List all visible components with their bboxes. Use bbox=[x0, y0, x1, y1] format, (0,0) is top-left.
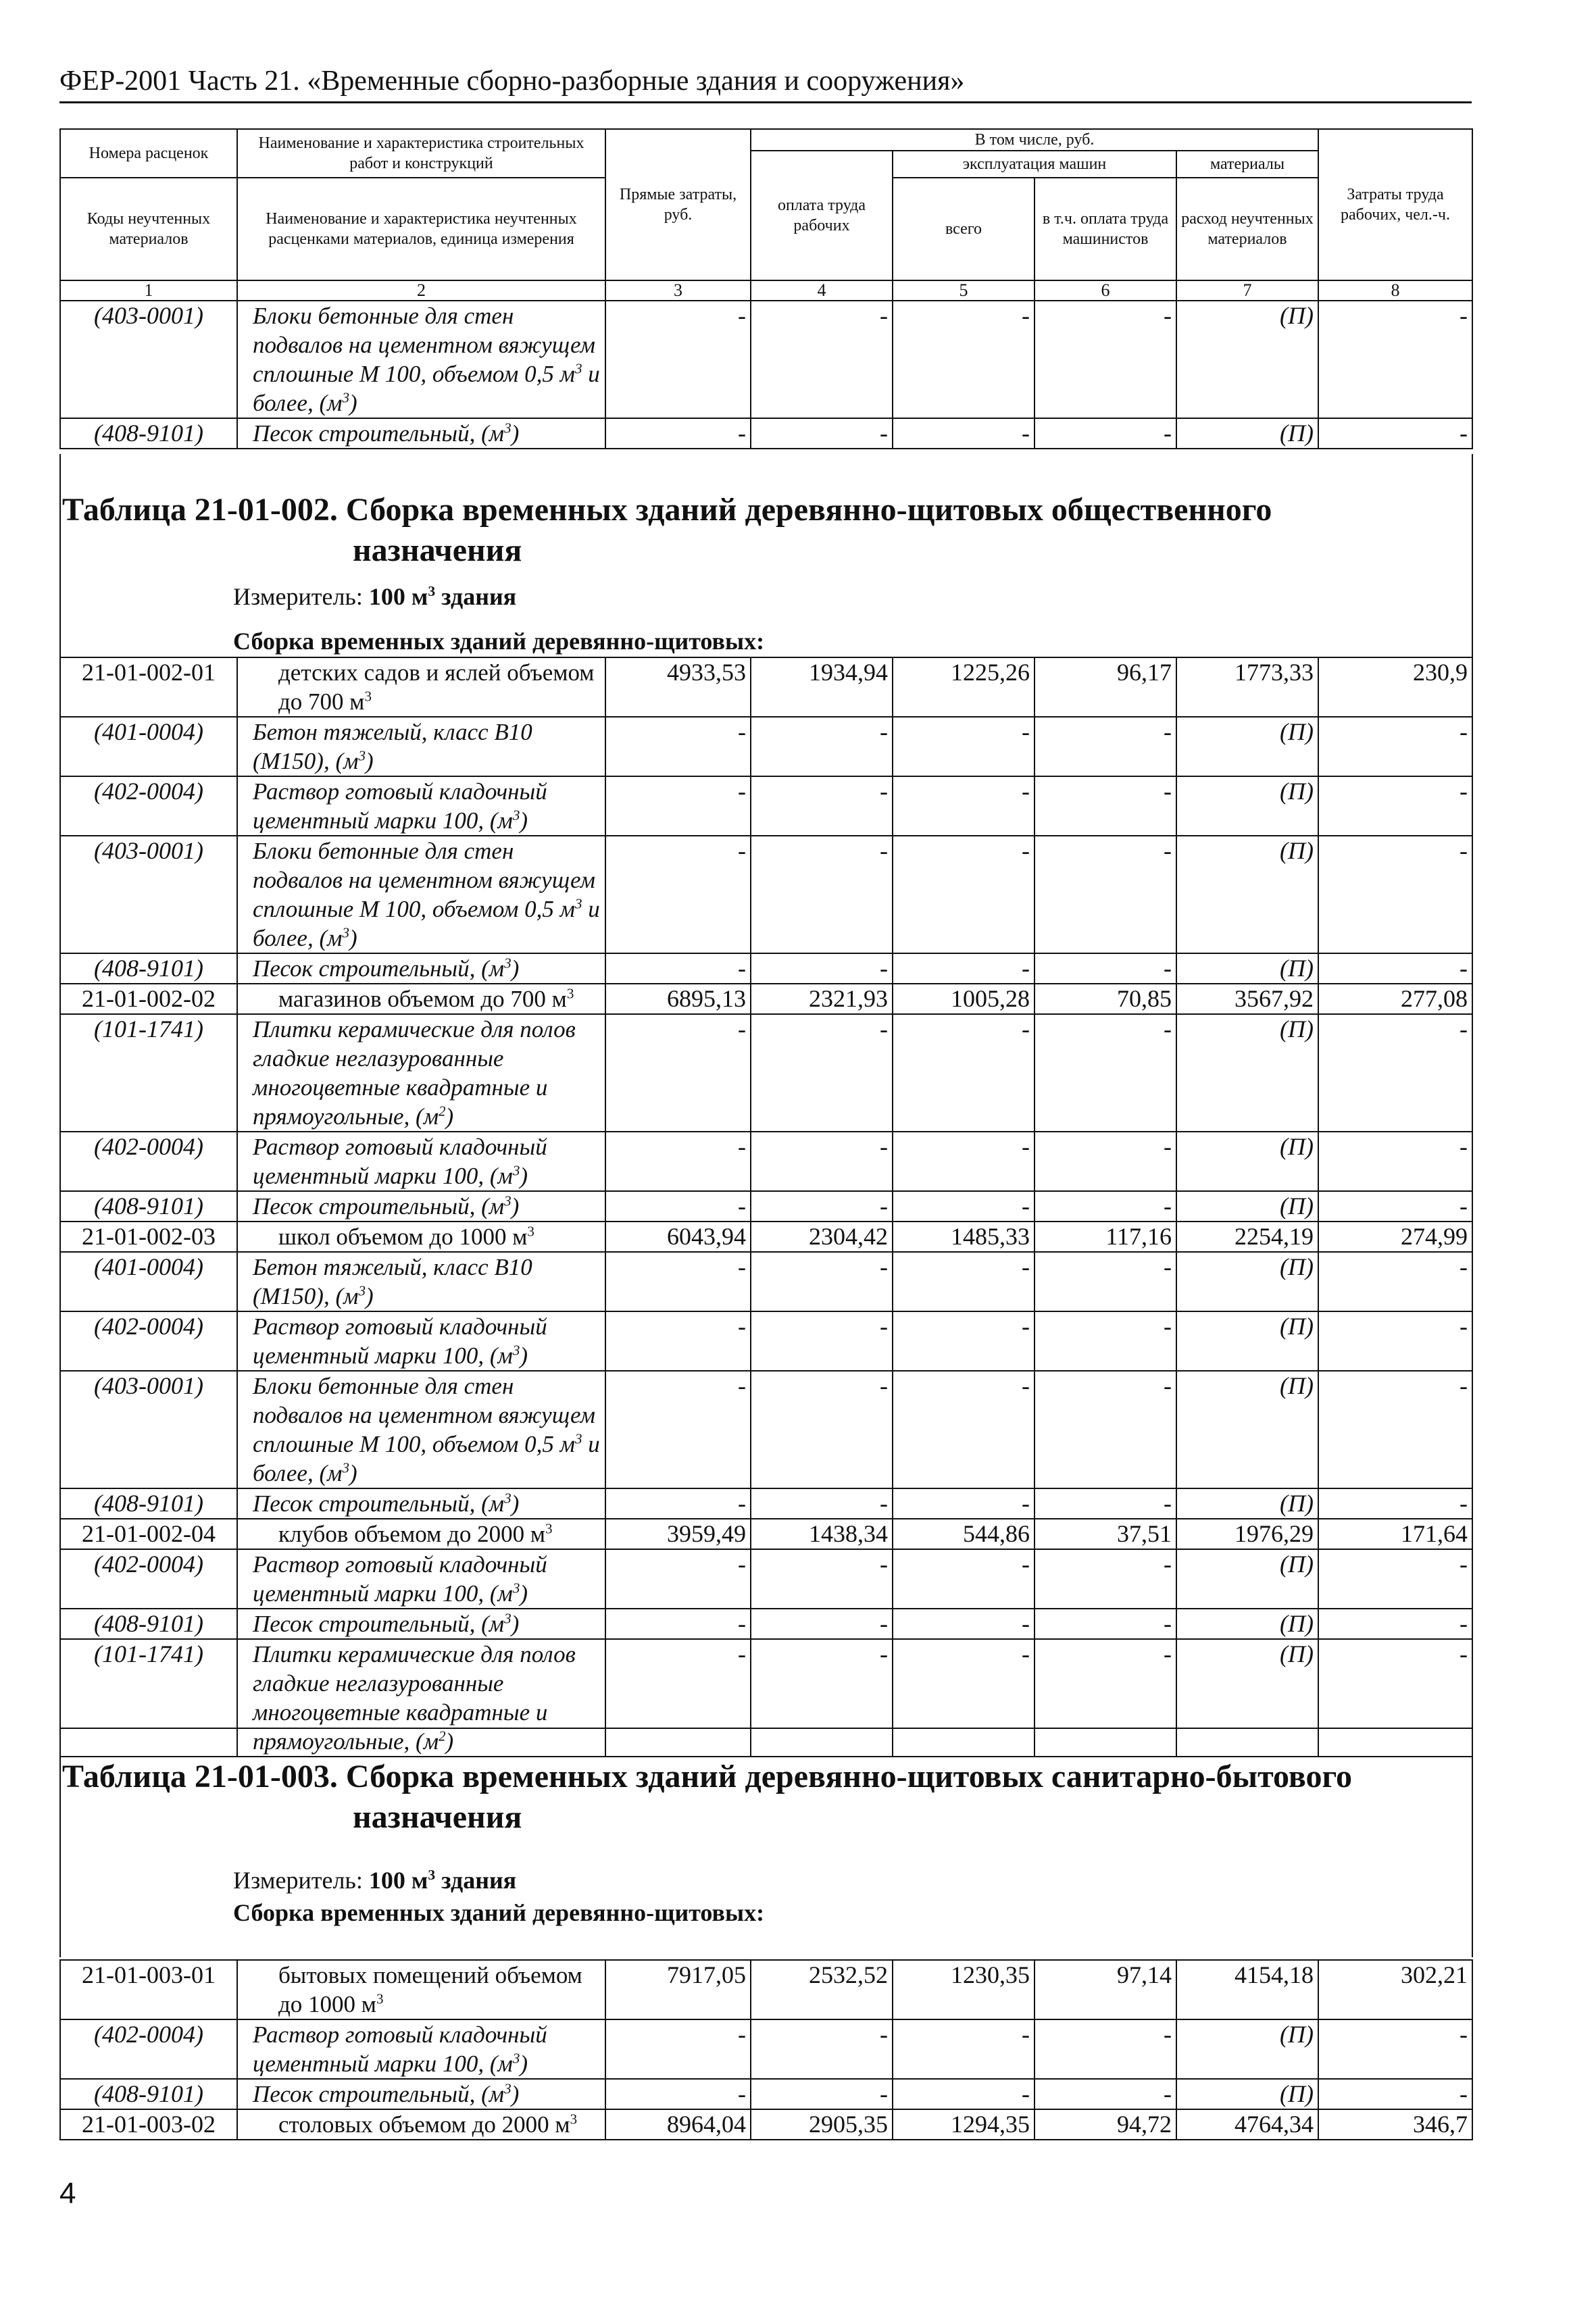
rate-name: столовых объемом до 2000 $м^3$ bbox=[237, 2109, 605, 2140]
labor-hours-value: - bbox=[1318, 301, 1472, 418]
labor-hours-value: - bbox=[1318, 953, 1472, 984]
material-name: Плитки керамические для полов гладкие неглазурованные многоцветные квадратные и прямоугольные, $(м^2)$ bbox=[237, 1014, 605, 1132]
labor-hours-value: - bbox=[1318, 1488, 1472, 1519]
col-header-machine-total: всего bbox=[893, 178, 1034, 280]
material-name: Бетон тяжелый, класс В10 (М150), $(м^3)$ bbox=[237, 717, 605, 776]
table-003-group-title: Сборка временных зданий деревянно-щитовых: bbox=[233, 1899, 765, 1926]
material-code: (403-0001) bbox=[60, 1371, 237, 1488]
rate-code: 21-01-002-02 bbox=[60, 984, 237, 1014]
column-number: 8 bbox=[1318, 280, 1472, 301]
direct-cost-value: - bbox=[605, 418, 751, 449]
worker-pay-value: 1438,34 bbox=[751, 1519, 893, 1549]
material-name: Песок строительный, $(м^3)$ bbox=[237, 953, 605, 984]
material-use-value: (П) bbox=[1176, 1488, 1318, 1519]
worker-pay-value: - bbox=[751, 2019, 893, 2079]
direct-cost-value: - bbox=[605, 301, 751, 418]
operator-pay-value: - bbox=[1034, 2079, 1176, 2109]
machine-total-value: 544,86 bbox=[893, 1519, 1034, 1549]
operator-pay-value: - bbox=[1034, 953, 1176, 984]
material-use-value: (П) bbox=[1176, 1609, 1318, 1639]
machine-total-value: - bbox=[893, 1609, 1034, 1639]
rate-code: 21-01-002-03 bbox=[60, 1222, 237, 1252]
labor-hours-value: - bbox=[1318, 776, 1472, 836]
worker-pay-value: - bbox=[751, 953, 893, 984]
material-use-value: (П) bbox=[1176, 301, 1318, 418]
rate-code: 21-01-003-02 bbox=[60, 2109, 237, 2140]
rate-code: 21-01-002-01 bbox=[60, 657, 237, 717]
machine-total-value: - bbox=[893, 1371, 1034, 1488]
col-header-machine-operation: эксплуатация машин bbox=[893, 151, 1176, 178]
material-use-value: 1976,29 bbox=[1176, 1519, 1318, 1549]
worker-pay-value: 2532,52 bbox=[751, 1960, 893, 2019]
col-header-materials: материалы bbox=[1176, 151, 1318, 178]
material-code: (408-9101) bbox=[60, 418, 237, 449]
column-number: 1 bbox=[60, 280, 237, 301]
rate-name: магазинов объемом до 700 $м^3$ bbox=[237, 984, 605, 1014]
operator-pay-value: - bbox=[1034, 1252, 1176, 1311]
operator-pay-value: - bbox=[1034, 1132, 1176, 1191]
column-number: 7 bbox=[1176, 280, 1318, 301]
direct-cost-value: 8964,04 bbox=[605, 2109, 751, 2140]
labor-hours-value: 274,99 bbox=[1318, 1222, 1472, 1252]
material-use-value: 4764,34 bbox=[1176, 2109, 1318, 2140]
material-code: (408-9101) bbox=[60, 953, 237, 984]
column-number: 5 bbox=[893, 280, 1034, 301]
machine-total-value: - bbox=[893, 836, 1034, 953]
direct-cost-value: - bbox=[605, 1311, 751, 1371]
machine-total-value: - bbox=[893, 301, 1034, 418]
labor-hours-value: - bbox=[1318, 1609, 1472, 1639]
labor-hours-value: - bbox=[1318, 717, 1472, 776]
worker-pay-value: - bbox=[751, 1132, 893, 1191]
material-use-value: (П) bbox=[1176, 1252, 1318, 1311]
material-name: Песок строительный, $(м^3)$ bbox=[237, 2079, 605, 2109]
rate-code: 21-01-002-04 bbox=[60, 1519, 237, 1549]
direct-cost-value: - bbox=[605, 953, 751, 984]
material-code: (402-0004) bbox=[60, 1311, 237, 1371]
machine-total-value: - bbox=[893, 1488, 1034, 1519]
worker-pay-value: - bbox=[751, 1609, 893, 1639]
labor-hours-value: - bbox=[1318, 836, 1472, 953]
direct-cost-value: - bbox=[605, 776, 751, 836]
material-name: Раствор готовый кладочный цементный марки 100, $(м^3)$ bbox=[237, 1549, 605, 1609]
machine-total-value: - bbox=[893, 1191, 1034, 1222]
material-use-value: 3567,92 bbox=[1176, 984, 1318, 1014]
material-use-value: 4154,18 bbox=[1176, 1960, 1318, 2019]
machine-total-value: - bbox=[893, 1549, 1034, 1609]
material-use-value: (П) bbox=[1176, 1132, 1318, 1191]
operator-pay-value: 117,16 bbox=[1034, 1222, 1176, 1252]
material-use-value: (П) bbox=[1176, 1311, 1318, 1371]
material-name: Песок строительный, $(м^3)$ bbox=[237, 1191, 605, 1222]
direct-cost-value: - bbox=[605, 1371, 751, 1488]
machine-total-value: - bbox=[893, 1639, 1034, 1757]
worker-pay-value: - bbox=[751, 717, 893, 776]
operator-pay-value: 96,17 bbox=[1034, 657, 1176, 717]
col-header-work-name: Наименование и характеристика строительных работ и конструкций bbox=[237, 129, 605, 178]
labor-hours-value: - bbox=[1318, 2019, 1472, 2079]
labor-hours-value: - bbox=[1318, 418, 1472, 449]
machine-total-value: - bbox=[893, 953, 1034, 984]
table-002-meter: Измеритель: 100 $м^3$ здания bbox=[233, 583, 517, 610]
material-row bbox=[60, 418, 1472, 449]
direct-cost-value: 4933,53 bbox=[605, 657, 751, 717]
rate-name: бытовых помещений объемом до 1000 $м^3$ bbox=[237, 1960, 605, 2019]
rate-name: клубов объемом до 2000 $м^3$ bbox=[237, 1519, 605, 1549]
labor-hours-value: 277,08 bbox=[1318, 984, 1472, 1014]
material-name: Блоки бетонные для стен подвалов на цементном вяжущем сплошные М 100, объемом 0,5 $м^3$ и более, $(м^3)$ bbox=[237, 301, 605, 418]
column-number: 4 bbox=[751, 280, 893, 301]
table-003-title: Таблица 21-01-003. Сборка временных зданий деревянно-щитовых санитарно-бытового назначения bbox=[62, 1759, 1353, 1835]
table-003 bbox=[59, 1959, 1473, 2140]
col-header-worker-pay: оплата труда рабочих bbox=[751, 151, 893, 280]
material-use-value: (П) bbox=[1176, 1191, 1318, 1222]
material-code: (408-9101) bbox=[60, 2079, 237, 2109]
worker-pay-value: - bbox=[751, 301, 893, 418]
material-use-value: (П) bbox=[1176, 2079, 1318, 2109]
material-name: Раствор готовый кладочный цементный марки 100, $(м^3)$ bbox=[237, 2019, 605, 2079]
rate-code: 21-01-003-01 bbox=[60, 1960, 237, 2019]
machine-total-value: - bbox=[893, 1311, 1034, 1371]
machine-total-value: - bbox=[893, 1252, 1034, 1311]
labor-hours-value: 171,64 bbox=[1318, 1519, 1472, 1549]
operator-pay-value: - bbox=[1034, 776, 1176, 836]
operator-pay-value: - bbox=[1034, 1488, 1176, 1519]
material-code: (401-0004) bbox=[60, 1252, 237, 1311]
worker-pay-value: 1934,94 bbox=[751, 657, 893, 717]
worker-pay-value: - bbox=[751, 836, 893, 953]
worker-pay-value: - bbox=[751, 776, 893, 836]
direct-cost-value: 6895,13 bbox=[605, 984, 751, 1014]
page-header: ФЕР-2001 Часть 21. «Временные сборно-разборные здания и сооружения» bbox=[59, 65, 1472, 103]
direct-cost-value: - bbox=[605, 1549, 751, 1609]
operator-pay-value: - bbox=[1034, 1639, 1176, 1757]
direct-cost-value: 6043,94 bbox=[605, 1222, 751, 1252]
machine-total-value: 1225,26 bbox=[893, 657, 1034, 717]
labor-hours-value: 346,7 bbox=[1318, 2109, 1472, 2140]
labor-hours-value: - bbox=[1318, 1132, 1472, 1191]
machine-total-value: - bbox=[893, 717, 1034, 776]
operator-pay-value: - bbox=[1034, 301, 1176, 418]
col-header-material-codes: Коды неучтенных материалов bbox=[60, 178, 237, 280]
material-code: (403-0001) bbox=[60, 301, 237, 418]
material-use-value: (П) bbox=[1176, 776, 1318, 836]
direct-cost-value: - bbox=[605, 1191, 751, 1222]
labor-hours-value: - bbox=[1318, 1371, 1472, 1488]
operator-pay-value: - bbox=[1034, 1609, 1176, 1639]
machine-total-value: - bbox=[893, 2079, 1034, 2109]
worker-pay-value: 2304,42 bbox=[751, 1222, 893, 1252]
labor-hours-value: - bbox=[1318, 1549, 1472, 1609]
machine-total-value: 1294,35 bbox=[893, 2109, 1034, 2140]
machine-total-value: - bbox=[893, 776, 1034, 836]
material-row bbox=[60, 2079, 1472, 2109]
operator-pay-value: - bbox=[1034, 1311, 1176, 1371]
machine-total-value: 1485,33 bbox=[893, 1222, 1034, 1252]
column-number: 3 bbox=[605, 280, 751, 301]
material-row bbox=[60, 301, 1472, 418]
col-header-material-names: Наименование и характеристика неучтенных расценками материалов, единица измерения bbox=[237, 178, 605, 280]
labor-hours-value: - bbox=[1318, 1252, 1472, 1311]
operator-pay-value: - bbox=[1034, 717, 1176, 776]
operator-pay-value: - bbox=[1034, 836, 1176, 953]
operator-pay-value: - bbox=[1034, 1371, 1176, 1488]
machine-total-value: - bbox=[893, 1014, 1034, 1132]
table-002-title: Таблица 21-01-002. Сборка временных зданий деревянно-щитовых общественного назначения bbox=[62, 492, 1272, 568]
material-code: (401-0004) bbox=[60, 717, 237, 776]
material-code: (101-1741) bbox=[60, 1639, 237, 1757]
rate-name: школ объемом до 1000 $м^3$ bbox=[237, 1222, 605, 1252]
col-header-rate-numbers: Номера расценок bbox=[60, 129, 237, 178]
material-name: Бетон тяжелый, класс В10 (М150), $(м^3)$ bbox=[237, 1252, 605, 1311]
operator-pay-value: 97,14 bbox=[1034, 1960, 1176, 2019]
material-code: (408-9101) bbox=[60, 1609, 237, 1639]
machine-total-value: - bbox=[893, 2019, 1034, 2079]
operator-pay-value: 94,72 bbox=[1034, 2109, 1176, 2140]
material-use-value: (П) bbox=[1176, 418, 1318, 449]
material-code: (402-0004) bbox=[60, 1549, 237, 1609]
col-header-material-use: расход неучтенных материалов bbox=[1176, 178, 1318, 280]
machine-total-value: - bbox=[893, 1132, 1034, 1191]
worker-pay-value: - bbox=[751, 1488, 893, 1519]
labor-hours-value: - bbox=[1318, 2079, 1472, 2109]
material-row bbox=[60, 2019, 1472, 2079]
material-name: Песок строительный, $(м^3)$ bbox=[237, 418, 605, 449]
worker-pay-value: - bbox=[751, 1371, 893, 1488]
machine-total-value: 1005,28 bbox=[893, 984, 1034, 1014]
material-name: Плитки керамические для полов гладкие неглазурованные многоцветные квадратные и прямоугольные, $(м^2)$ bbox=[237, 1639, 605, 1757]
direct-cost-value: - bbox=[605, 717, 751, 776]
operator-pay-value: - bbox=[1034, 1191, 1176, 1222]
worker-pay-value: - bbox=[751, 1549, 893, 1609]
direct-cost-value: - bbox=[605, 1014, 751, 1132]
operator-pay-value: 70,85 bbox=[1034, 984, 1176, 1014]
material-use-value: (П) bbox=[1176, 1371, 1318, 1488]
col-header-operator-pay: в т.ч. оплата труда машинистов bbox=[1034, 178, 1176, 280]
machine-total-value: - bbox=[893, 418, 1034, 449]
direct-cost-value: 3959,49 bbox=[605, 1519, 751, 1549]
direct-cost-value: - bbox=[605, 2019, 751, 2079]
col-header-including: В том числе, руб. bbox=[751, 129, 1318, 151]
worker-pay-value: - bbox=[751, 1014, 893, 1132]
machine-total-value: 1230,35 bbox=[893, 1960, 1034, 2019]
material-code: (402-0004) bbox=[60, 2019, 237, 2079]
operator-pay-value: - bbox=[1034, 418, 1176, 449]
labor-hours-value: - bbox=[1318, 1191, 1472, 1222]
direct-cost-value: - bbox=[605, 1132, 751, 1191]
rate-row bbox=[60, 2109, 1472, 2140]
material-code: (403-0001) bbox=[60, 836, 237, 953]
material-use-value: (П) bbox=[1176, 2019, 1318, 2079]
material-use-value: (П) bbox=[1176, 717, 1318, 776]
material-name: Раствор готовый кладочный цементный марки 100, $(м^3)$ bbox=[237, 1311, 605, 1371]
page-number: 4 bbox=[59, 2177, 76, 2210]
material-use-value: 2254,19 bbox=[1176, 1222, 1318, 1252]
material-use-value: 1773,33 bbox=[1176, 657, 1318, 717]
material-use-value: (П) bbox=[1176, 953, 1318, 984]
material-name: Раствор готовый кладочный цементный марки 100, $(м^3)$ bbox=[237, 1132, 605, 1191]
material-code: (402-0004) bbox=[60, 1132, 237, 1191]
worker-pay-value: - bbox=[751, 2079, 893, 2109]
direct-cost-value: - bbox=[605, 836, 751, 953]
material-code: (101-1741) bbox=[60, 1014, 237, 1132]
material-name: Песок строительный, $(м^3)$ bbox=[237, 1488, 605, 1519]
material-name: Песок строительный, $(м^3)$ bbox=[237, 1609, 605, 1639]
material-use-value: (П) bbox=[1176, 1549, 1318, 1609]
col-header-direct-costs: Прямые затраты, руб. bbox=[605, 129, 751, 280]
material-name: Блоки бетонные для стен подвалов на цементном вяжущем сплошные М 100, объемом 0,5 $м^3$ и более, $(м^3)$ bbox=[237, 1371, 605, 1488]
labor-hours-value: - bbox=[1318, 1311, 1472, 1371]
table-003-frame bbox=[59, 1728, 1473, 1957]
direct-cost-value: 7917,05 bbox=[605, 1960, 751, 2019]
worker-pay-value: - bbox=[751, 1252, 893, 1311]
material-name: Блоки бетонные для стен подвалов на цементном вяжущем сплошные М 100, объемом 0,5 $м^3$ и более, $(м^3)$ bbox=[237, 836, 605, 953]
labor-hours-value: 302,21 bbox=[1318, 1960, 1472, 2019]
col-header-labor-hours: Затраты труда рабочих, чел.-ч. bbox=[1318, 129, 1472, 280]
material-use-value: (П) bbox=[1176, 1639, 1318, 1757]
table-002-group-title: Сборка временных зданий деревянно-щитовых: bbox=[233, 628, 765, 655]
table-003-meter: Измеритель: 100 $м^3$ здания bbox=[233, 1867, 517, 1894]
rate-row bbox=[60, 1960, 1472, 2019]
column-number: 2 bbox=[237, 280, 605, 301]
column-number: 6 bbox=[1034, 280, 1176, 301]
labor-hours-value: 230,9 bbox=[1318, 657, 1472, 717]
worker-pay-value: - bbox=[751, 1191, 893, 1222]
operator-pay-value: - bbox=[1034, 1014, 1176, 1132]
material-use-value: (П) bbox=[1176, 1014, 1318, 1132]
material-code: (408-9101) bbox=[60, 1488, 237, 1519]
table-002-frame bbox=[59, 454, 1473, 1729]
labor-hours-value: - bbox=[1318, 1639, 1472, 1757]
worker-pay-value: 2321,93 bbox=[751, 984, 893, 1014]
column-header-table bbox=[59, 128, 1473, 449]
material-code: (408-9101) bbox=[60, 1191, 237, 1222]
material-name: Раствор готовый кладочный цементный марки 100, $(м^3)$ bbox=[237, 776, 605, 836]
direct-cost-value: - bbox=[605, 1609, 751, 1639]
direct-cost-value: - bbox=[605, 1252, 751, 1311]
operator-pay-value: 37,51 bbox=[1034, 1519, 1176, 1549]
material-use-value: (П) bbox=[1176, 836, 1318, 953]
direct-cost-value: - bbox=[605, 1639, 751, 1757]
worker-pay-value: - bbox=[751, 1639, 893, 1757]
operator-pay-value: - bbox=[1034, 2019, 1176, 2079]
direct-cost-value: - bbox=[605, 2079, 751, 2109]
worker-pay-value: - bbox=[751, 1311, 893, 1371]
labor-hours-value: - bbox=[1318, 1014, 1472, 1132]
direct-cost-value: - bbox=[605, 1488, 751, 1519]
worker-pay-value: - bbox=[751, 418, 893, 449]
operator-pay-value: - bbox=[1034, 1549, 1176, 1609]
material-code: (402-0004) bbox=[60, 776, 237, 836]
worker-pay-value: 2905,35 bbox=[751, 2109, 893, 2140]
rate-name: детских садов и яслей объемом до 700 $м^3$ bbox=[237, 657, 605, 717]
